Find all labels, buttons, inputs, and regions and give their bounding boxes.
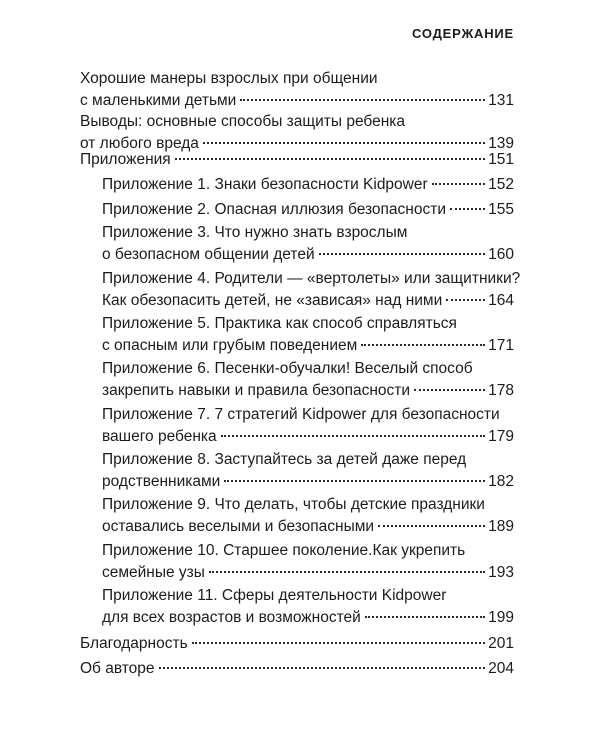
- dot-leader: [446, 299, 485, 301]
- page-number: 178: [488, 382, 514, 399]
- page-number: 199: [488, 609, 514, 626]
- entry-title-line: Приложение 8. Заступайтесь за детей даже перед: [102, 451, 467, 468]
- entry-title-line: Приложение 7. 7 стратегий Kidpower для безопасности: [102, 406, 500, 423]
- entry-title-line: Приложение 2. Опасная иллюзия безопасности: [102, 201, 446, 218]
- toc-entry: [102, 404, 514, 448]
- page-number: 193: [488, 564, 514, 581]
- entry-title-line: Приложение 5. Практика как способ справляться: [102, 315, 457, 332]
- page-number: 171: [488, 337, 514, 354]
- entry-title-line: от любого вреда: [80, 135, 199, 152]
- toc-entry: [102, 313, 514, 357]
- entry-title-line: Благодарность: [80, 635, 188, 652]
- entry-title-line: Хорошие манеры взрослых при общении: [80, 70, 378, 87]
- page-number: 179: [488, 428, 514, 445]
- page-number: 160: [488, 246, 514, 263]
- toc-entry: [102, 540, 514, 584]
- entry-title-line: семейные узы: [102, 564, 205, 581]
- dot-leader: [159, 667, 486, 669]
- page-number: 152: [488, 176, 514, 193]
- page-number: 155: [488, 201, 514, 218]
- page-number: 164: [488, 292, 514, 309]
- page-number: 131: [488, 92, 514, 109]
- page-number: 189: [488, 518, 514, 535]
- dot-leader: [361, 344, 485, 346]
- entry-title-line: Приложение 4. Родители — «вертолеты» или защитники?: [102, 270, 521, 287]
- page-number: 182: [488, 473, 514, 490]
- entry-title-line: Как обезопасить детей, не «зависая» над ними: [102, 292, 443, 309]
- entry-title-line: Приложение 1. Знаки безопасности Kidpower: [102, 176, 428, 193]
- toc-entry: [102, 199, 514, 221]
- dot-leader: [378, 525, 485, 527]
- dot-leader: [175, 158, 485, 160]
- toc-entry: [102, 449, 514, 493]
- entry-title-line: вашего ребенка: [102, 428, 217, 445]
- entry-title-line: Приложения: [80, 151, 171, 168]
- dot-leader: [450, 208, 485, 210]
- entry-title-line: Выводы: основные способы защиты ребенка: [80, 113, 406, 130]
- toc-entry: [102, 358, 514, 402]
- dot-leader: [221, 435, 485, 437]
- toc-entry: [102, 494, 514, 538]
- running-header: СОДЕРЖАНИЕ: [412, 26, 514, 41]
- dot-leader: [203, 142, 485, 144]
- dot-leader: [432, 183, 485, 185]
- entry-title-line: Приложение 11. Сферы деятельности Kidpower: [102, 587, 447, 604]
- toc-entry: [80, 658, 514, 680]
- dot-leader: [209, 571, 485, 573]
- page-number: 204: [488, 660, 514, 677]
- dot-leader: [240, 99, 485, 101]
- toc-entry: [80, 633, 514, 655]
- toc-entry: [80, 149, 514, 171]
- entry-title-line: закрепить навыки и правила безопасности: [102, 382, 411, 399]
- dot-leader: [192, 642, 485, 644]
- dot-leader: [414, 389, 485, 391]
- toc-entry: [102, 585, 514, 629]
- entry-title-line: о безопасном общении детей: [102, 246, 315, 263]
- dot-leader: [319, 253, 486, 255]
- page-number: 201: [488, 635, 514, 652]
- entry-title-line: Приложение 6. Песенки-обучалки! Веселый способ: [102, 360, 473, 377]
- entry-title-line: оставались веселыми и безопасными: [102, 518, 375, 535]
- entry-title-line: с маленькими детьми: [80, 92, 237, 109]
- toc-entry: [102, 222, 514, 266]
- entry-title-line: Приложение 10. Старшее поколение.Как укрепить: [102, 542, 466, 559]
- entry-title-line: с опасным или грубым поведением: [102, 337, 358, 354]
- entry-title-line: родственниками: [102, 473, 221, 490]
- dot-leader: [224, 480, 485, 482]
- page-number: 151: [488, 151, 514, 168]
- page-number: 139: [488, 135, 514, 152]
- entry-title-line: Об авторе: [80, 660, 155, 677]
- toc-entry: [102, 174, 514, 196]
- toc-entry: [102, 268, 521, 312]
- entry-title-line: для всех возрастов и возможностей: [102, 609, 361, 626]
- toc-entry: [80, 68, 514, 112]
- entry-title-line: Приложение 9. Что делать, чтобы детские праздники: [102, 496, 485, 513]
- entry-title-line: Приложение 3. Что нужно знать взрослым: [102, 224, 408, 241]
- dot-leader: [365, 616, 485, 618]
